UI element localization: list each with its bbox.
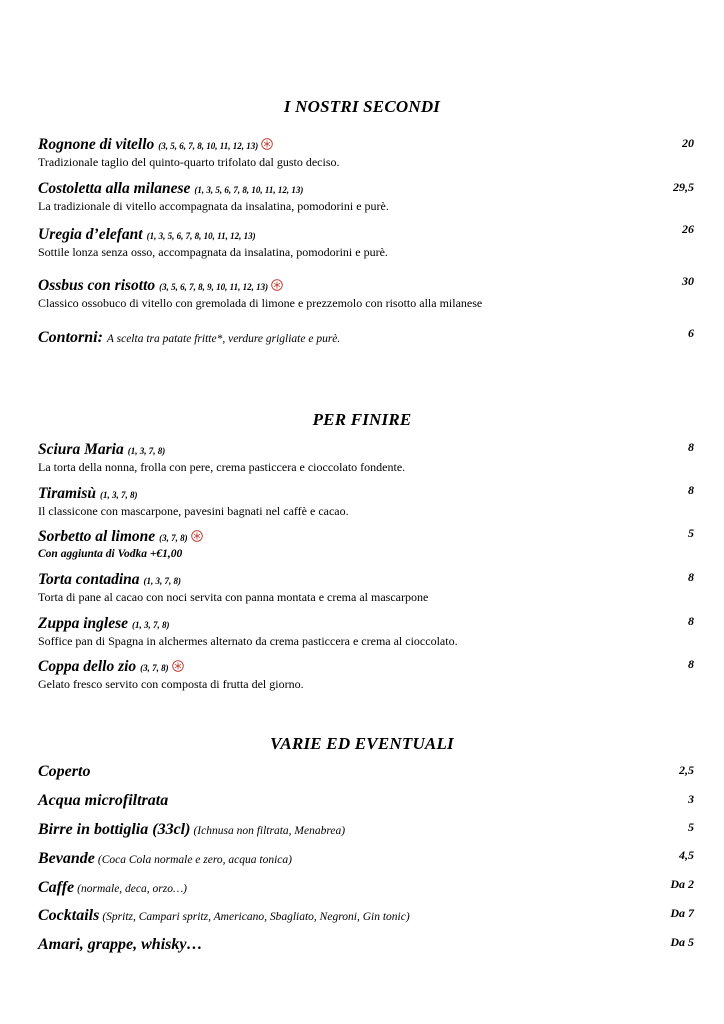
- menu-item: [38, 485, 698, 519]
- item-name: Costoletta alla milanese: [38, 180, 191, 197]
- item-allergens: (1, 3, 7, 8): [127, 446, 166, 456]
- item-description: La tradizionale di vitello accompagnata da insalatina, pomodorini e purè.: [38, 199, 389, 213]
- item-note: (Ichnusa non filtrata, Menabrea): [193, 825, 346, 837]
- item-price: Da 2: [670, 877, 694, 891]
- item-allergens: (3, 7, 8): [159, 533, 188, 543]
- item-price: 8: [688, 570, 694, 584]
- item-name: Coppa dello zio: [38, 658, 137, 675]
- item-note: (Coca Cola normale e zero, acqua tonica): [97, 854, 292, 866]
- frozen-icon: [261, 138, 273, 150]
- item-allergens: (1, 3, 5, 6, 7, 8, 10, 11, 12, 13): [194, 185, 304, 195]
- item-description: Soffice pan di Spagna in alchermes alternato da crema pasticcera e crema al cioccolato.: [38, 634, 458, 648]
- item-name: Uregia d’elefant: [38, 226, 143, 243]
- item-description: Classico ossobuco di vitello con gremolada di limone e prezzemolo con risotto alla milanese: [38, 296, 483, 310]
- item-note: (normale, deca, orzo…): [77, 883, 188, 895]
- frozen-icon: [172, 660, 184, 672]
- section-title-varie: VARIE ED EVENTUALI: [270, 734, 454, 753]
- item-allergens: (3, 5, 6, 7, 8, 9, 10, 11, 12, 13): [159, 282, 269, 292]
- item-description: La torta della nonna, frolla con pere, crema pasticcera e cioccolato fondente.: [38, 460, 406, 474]
- item-price: 29,5: [673, 180, 694, 194]
- item-name: Zuppa inglese: [38, 615, 128, 632]
- item-allergens: (3, 5, 6, 7, 8, 10, 11, 12, 13): [158, 141, 259, 151]
- menu-item: [38, 329, 698, 348]
- item-note: A scelta tra patate fritte*, verdure grigliate e purè.: [106, 333, 341, 345]
- item-name: Contorni:: [38, 329, 103, 346]
- item-price: 8: [688, 440, 694, 454]
- item-price: Da 7: [670, 906, 694, 920]
- item-description: Sottile lonza senza osso, accompagnata da insalatina, pomodorini e purè.: [38, 245, 388, 259]
- item-allergens: (1, 3, 5, 6, 7, 8, 10, 11, 12, 13): [146, 231, 256, 241]
- item-name: Cocktails: [38, 907, 100, 924]
- list-item: [38, 821, 698, 839]
- item-name: Rognone di vitello: [38, 136, 155, 153]
- item-description: Tradizionale taglio del quinto-quarto trifolato dal gusto deciso.: [38, 155, 340, 169]
- frozen-icon: [191, 530, 203, 542]
- list-item: [38, 879, 698, 897]
- item-price: Da 5: [670, 935, 694, 949]
- frozen-icon: [271, 279, 283, 291]
- item-description: Il classicone con mascarpone, pavesini bagnati nel caffè e cacao.: [38, 504, 349, 518]
- item-name: Caffe: [38, 879, 75, 896]
- list-item: [38, 907, 698, 925]
- item-allergens: (1, 3, 7, 8): [132, 620, 170, 630]
- item-name: Tiramisù: [38, 485, 96, 502]
- item-description: Torta di pane al cacao con noci servita con panna montata e crema al mascarpone: [38, 590, 429, 604]
- item-name: Ossbus con risotto: [38, 277, 156, 294]
- item-price: 3: [688, 792, 694, 806]
- item-allergens: (3, 7, 8): [140, 663, 169, 673]
- menu-item: [38, 180, 698, 214]
- list-item: [38, 792, 698, 810]
- menu-item: [38, 571, 698, 605]
- menu-item: [38, 528, 698, 562]
- section-title-secondi: I NOSTRI SECONDI: [283, 97, 441, 116]
- item-price: 30: [682, 274, 694, 288]
- list-item: [38, 763, 698, 781]
- item-name: Acqua microfiltrata: [38, 792, 169, 809]
- menu-item: [38, 277, 698, 311]
- item-description: Gelato fresco servito con composta di frutta del giorno.: [38, 677, 304, 691]
- item-price: 8: [688, 483, 694, 497]
- item-price: 8: [688, 614, 694, 628]
- item-name: Sciura Maria: [38, 441, 124, 458]
- section-title-finire: PER FINIRE: [312, 410, 412, 429]
- item-price: 20: [682, 136, 694, 150]
- item-addon: Con aggiunta di Vodka +€1,00: [38, 548, 183, 560]
- item-price: 5: [688, 526, 694, 540]
- item-price: 4,5: [679, 848, 694, 862]
- item-allergens: (1, 3, 7, 8): [143, 576, 181, 586]
- item-name: Birre in bottiglia (33cl): [38, 821, 191, 838]
- menu-item: [38, 615, 698, 649]
- item-name: Sorbetto al limone: [38, 528, 156, 545]
- menu-item: [38, 226, 698, 260]
- item-price: 26: [682, 222, 694, 236]
- menu-item: [38, 441, 698, 475]
- item-name: Amari, grappe, whisky…: [38, 936, 203, 953]
- menu-item: [38, 658, 698, 692]
- item-price: 8: [688, 657, 694, 671]
- list-item: [38, 850, 698, 868]
- item-price: 5: [688, 820, 694, 834]
- list-item: [38, 936, 698, 954]
- item-allergens: (1, 3, 7, 8): [100, 490, 138, 500]
- item-name: Coperto: [38, 763, 91, 780]
- item-price: 6: [688, 326, 694, 340]
- menu-item: [38, 136, 698, 170]
- item-name: Bevande: [38, 850, 95, 867]
- item-price: 2,5: [679, 763, 694, 777]
- item-name: Torta contadina: [38, 571, 140, 588]
- item-note: (Spritz, Campari spritz, Americano, Sbagliato, Negroni, Gin tonic): [102, 911, 410, 923]
